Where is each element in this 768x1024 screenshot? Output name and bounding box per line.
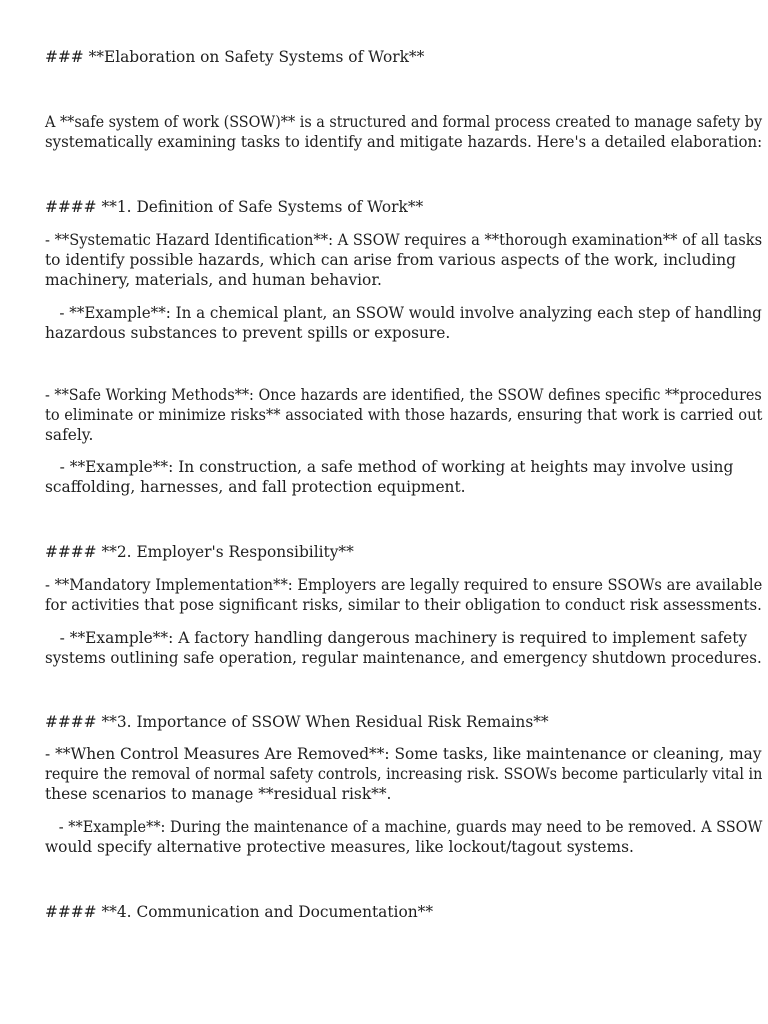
bullet-line: these scenarios to manage **residual risk**. bbox=[45, 785, 392, 803]
example-line: would specify alternative protective measures, like lockout/tagout systems. bbox=[45, 838, 634, 856]
example-line: scaffolding, harnesses, and fall protection equipment. bbox=[45, 478, 466, 496]
example-line: - **Example**: A factory handling dangerous machinery is required to implement safety bbox=[45, 629, 748, 647]
intro-paragraph-line: systematically examining tasks to identify and mitigate hazards. Here's a detailed elaboration: bbox=[45, 133, 763, 151]
intro-paragraph-line: A **safe system of work (SSOW)** is a structured and formal process created to manage safety by bbox=[45, 113, 763, 131]
bullet-line: machinery, materials, and human behavior. bbox=[45, 271, 382, 289]
bullet-line: - **Systematic Hazard Identification**: A SSOW requires a **thorough examination** of all tasks bbox=[45, 231, 763, 249]
bullet-line: - **Safe Working Methods**: Once hazards are identified, the SSOW defines specific **procedures bbox=[45, 386, 762, 404]
bullet-line: - **When Control Measures Are Removed**: Some tasks, like maintenance or cleaning, may bbox=[45, 745, 762, 763]
section-heading-1: #### **1. Definition of Safe Systems of Work** bbox=[45, 198, 424, 216]
example-line: hazardous substances to prevent spills or exposure. bbox=[45, 324, 451, 342]
bullet-line: to eliminate or minimize risks** associated with those hazards, ensuring that work is carried out bbox=[45, 406, 763, 424]
example-line: - **Example**: In a chemical plant, an SSOW would involve analyzing each step of handling bbox=[45, 304, 762, 322]
example-line: systems outlining safe operation, regular maintenance, and emergency shutdown procedures. bbox=[45, 649, 762, 667]
bullet-line: - **Mandatory Implementation**: Employers are legally required to ensure SSOWs are available bbox=[45, 576, 763, 594]
bullet-line: safely. bbox=[45, 426, 94, 444]
example-line: - **Example**: During the maintenance of a machine, guards may need to be removed. A SSOW bbox=[45, 818, 763, 836]
bullet-line: require the removal of normal safety controls, increasing risk. SSOWs become particularly vital in bbox=[45, 765, 763, 783]
section-heading-2: #### **2. Employer's Responsibility** bbox=[45, 543, 354, 561]
example-line: - **Example**: In construction, a safe method of working at heights may involve using bbox=[45, 458, 734, 476]
document-title: ### **Elaboration on Safety Systems of Work** bbox=[45, 48, 425, 66]
bullet-line: to identify possible hazards, which can arise from various aspects of the work, including bbox=[45, 251, 737, 269]
section-heading-4: #### **4. Communication and Documentation** bbox=[45, 903, 434, 921]
section-heading-3: #### **3. Importance of SSOW When Residual Risk Remains** bbox=[45, 713, 549, 731]
bullet-line: for activities that pose significant risks, similar to their obligation to conduct risk assessments. bbox=[45, 596, 762, 614]
